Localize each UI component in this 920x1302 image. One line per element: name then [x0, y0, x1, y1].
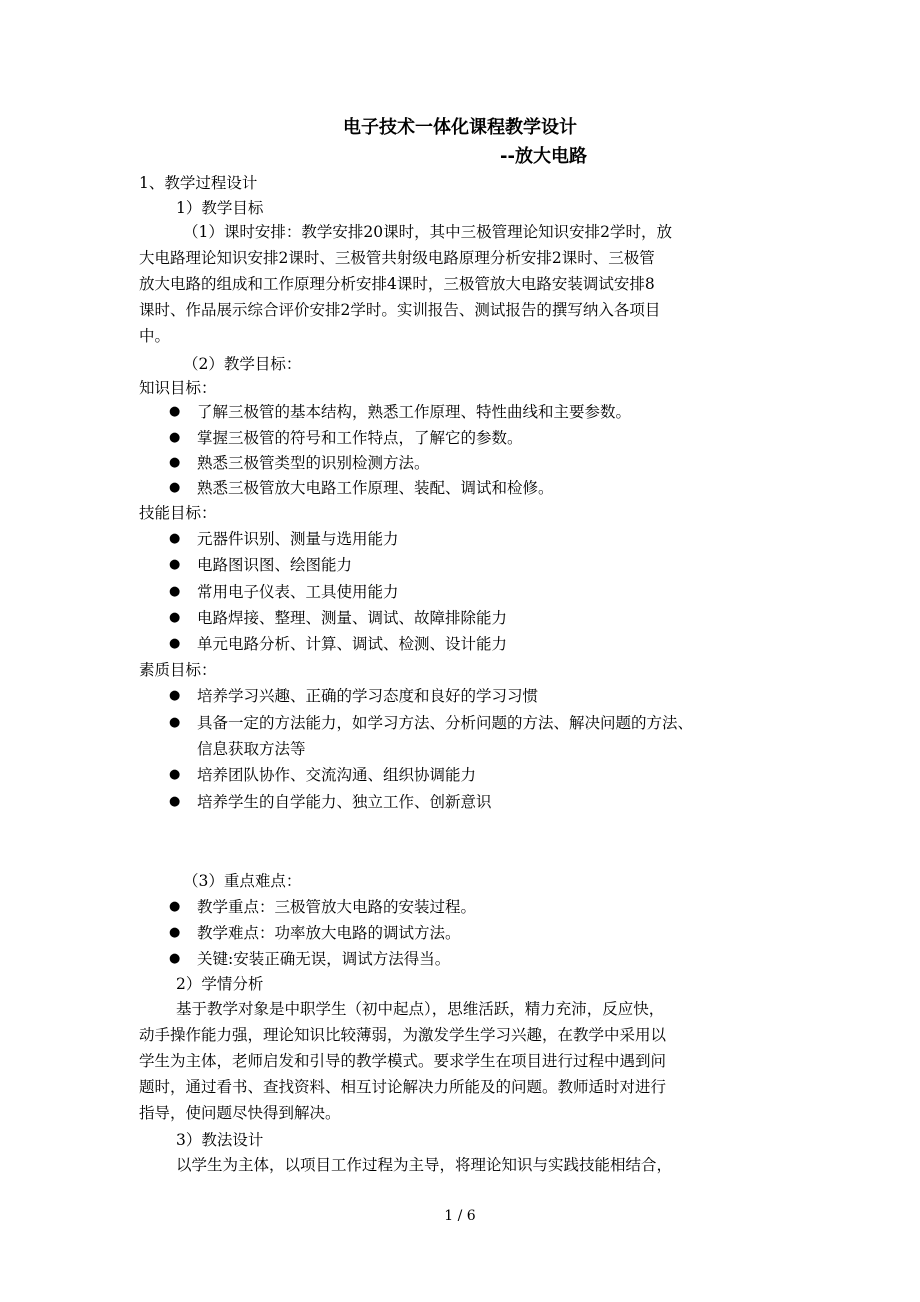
document-subtitle: --放大电路 [500, 146, 587, 167]
list-item: 熟悉三极管放大电路工作原理、装配、调试和检修。 [197, 479, 554, 497]
list-item: 电路焊接、整理、测量、调试、故障排除能力 [197, 609, 508, 627]
bullet-icon: ● [169, 715, 181, 730]
paragraph-line: 放大电路的组成和工作原理分析安排4课时，三极管放大电路安装调试安排8 [139, 275, 655, 293]
paragraph-line: 基于教学对象是中职学生（初中起点），思维活跃，精力充沛，反应快， [176, 1000, 665, 1018]
subsection-heading: 3）教法设计 [176, 1131, 264, 1149]
list-item: 熟悉三极管类型的识别检测方法。 [197, 454, 430, 472]
list-item: 了解三极管的基本结构，熟悉工作原理、特性曲线和主要参数。 [197, 403, 632, 421]
bullet-icon: ● [169, 925, 181, 940]
paragraph-line: 动手操作能力强，理论知识比较薄弱，为激发学生学习兴趣，在教学中采用以 [139, 1026, 667, 1044]
bullet-icon: ● [169, 767, 181, 782]
paragraph-line: 指导，使问题尽快得到解决。 [139, 1104, 341, 1122]
paragraph-line: 中。 [139, 327, 171, 345]
subsection-heading: 2）学情分析 [176, 975, 264, 993]
subsection-heading: （2）教学目标： [183, 355, 302, 373]
paragraph-line: 以学生为主体，以项目工作过程为主导，将理论知识与实践技能相结合， [176, 1156, 673, 1174]
bullet-icon: ● [169, 455, 181, 470]
list-item: 元器件识别、测量与选用能力 [197, 530, 399, 548]
bullet-icon: ● [169, 584, 181, 599]
list-item: 电路图识图、绘图能力 [197, 556, 353, 574]
list-item: 培养学习兴趣、正确的学习态度和良好的学习习惯 [197, 687, 539, 705]
bullet-icon: ● [169, 610, 181, 625]
section-heading: 1、教学过程设计 [139, 174, 258, 192]
list-item: 教学难点：功率放大电路的调试方法。 [197, 924, 461, 942]
subsection-heading: （3）重点难点： [183, 872, 302, 890]
bullet-icon: ● [169, 480, 181, 495]
list-item: 教学重点：三极管放大电路的安装过程。 [197, 898, 477, 916]
list-item: 培养团队协作、交流沟通、组织协调能力 [197, 766, 477, 784]
bullet-icon: ● [169, 636, 181, 651]
group-label: 知识目标： [139, 379, 217, 397]
list-item: 掌握三极管的符号和工作特点，了解它的参数。 [197, 429, 523, 447]
list-item: 常用电子仪表、工具使用能力 [197, 583, 399, 601]
document-title: 电子技术一体化课程教学设计 [343, 117, 577, 138]
subsection-heading: 1）教学目标 [176, 199, 264, 217]
paragraph-line: 学生为主体，老师启发和引导的教学模式。要求学生在项目进行过程中遇到问 [139, 1052, 667, 1070]
paragraph-line: 题时，通过看书、查找资料、相互讨论解决力所能及的问题。教师适时对进行 [139, 1078, 667, 1096]
list-item: 关键:安装正确无误，调试方法得当。 [197, 950, 451, 968]
bullet-icon: ● [169, 794, 181, 809]
group-label: 技能目标： [139, 504, 217, 522]
bullet-icon: ● [169, 951, 181, 966]
bullet-icon: ● [169, 899, 181, 914]
bullet-icon: ● [169, 688, 181, 703]
group-label: 素质目标： [139, 661, 217, 679]
bullet-icon: ● [169, 557, 181, 572]
paragraph-line: 大电路理论知识安排2课时、三极管共射级电路原理分析安排2课时、三极管 [139, 249, 655, 267]
paragraph-line: （1）课时安排：教学安排20课时，其中三极管理论知识安排2学时，放 [183, 223, 672, 241]
list-item: 具备一定的方法能力，如学习方法、分析问题的方法、解决问题的方法、 [197, 714, 694, 732]
paragraph-line: 课时、作品展示综合评价安排2学时。实训报告、测试报告的撰写纳入各项目 [139, 301, 661, 319]
bullet-icon: ● [169, 531, 181, 546]
list-item: 培养学生的自学能力、独立工作、创新意识 [197, 793, 492, 811]
bullet-icon: ● [169, 430, 181, 445]
bullet-icon: ● [169, 404, 181, 419]
page-number: 1 / 6 [444, 1208, 476, 1224]
list-item-continuation: 信息获取方法等 [197, 740, 306, 758]
list-item: 单元电路分析、计算、调试、检测、设计能力 [197, 635, 508, 653]
